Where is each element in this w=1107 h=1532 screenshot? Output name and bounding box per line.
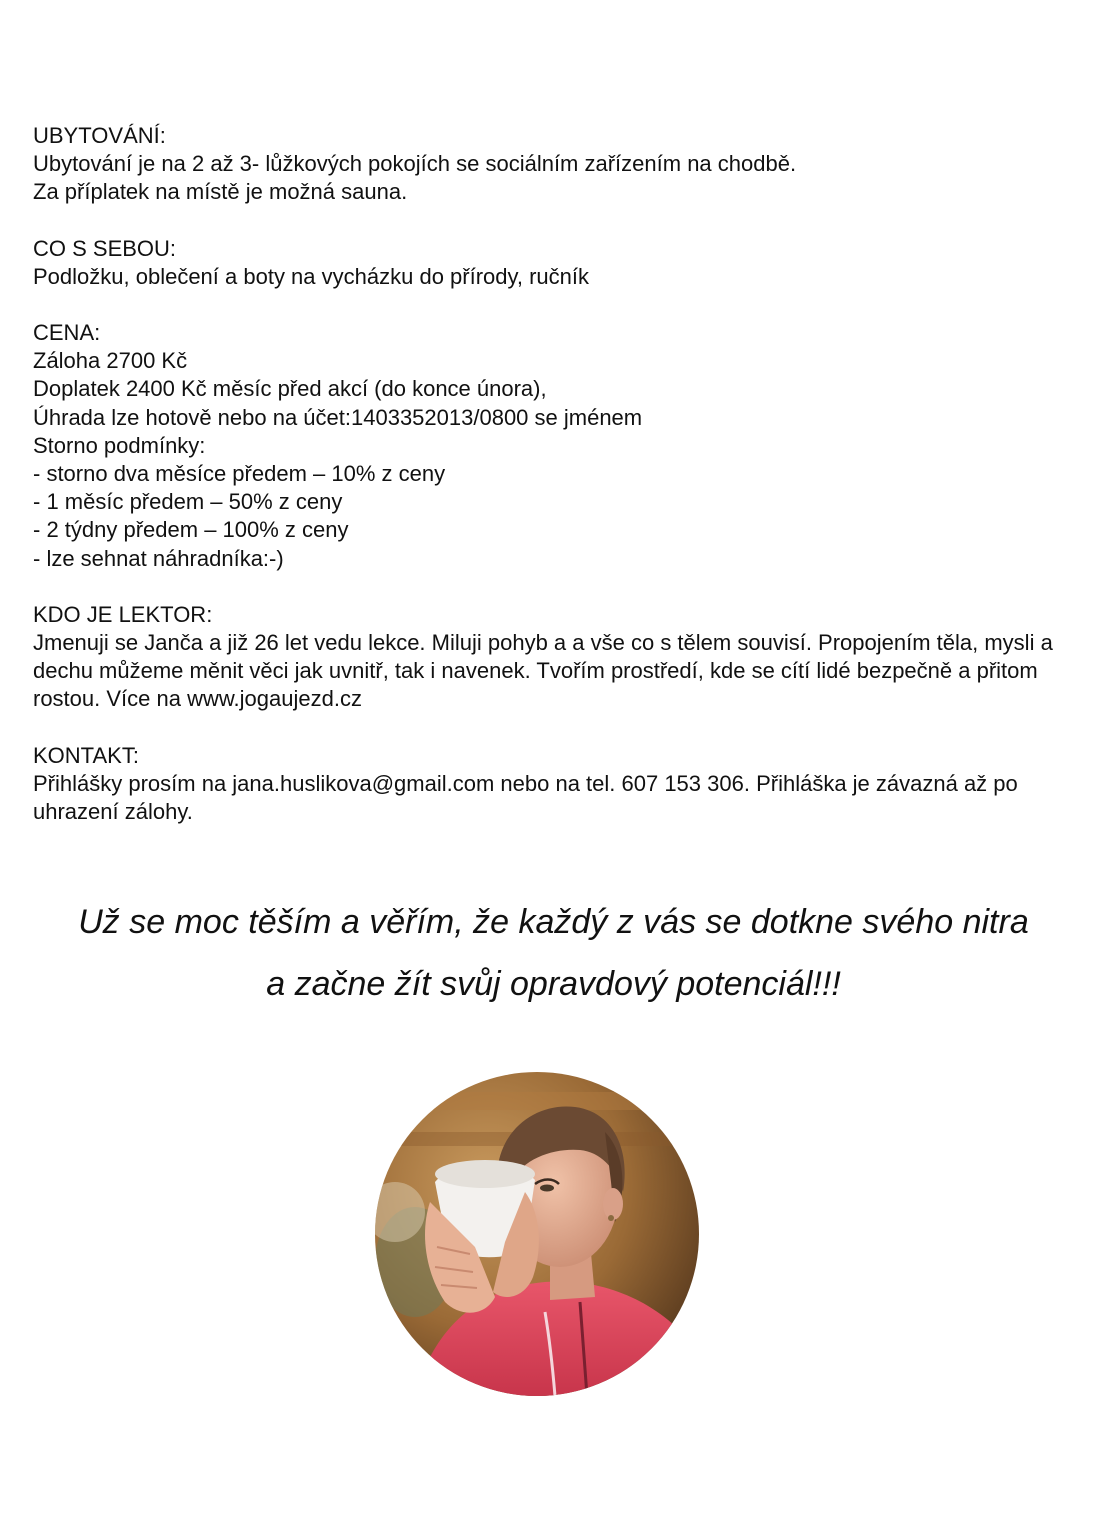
text-line: - 2 týdny předem – 100% z ceny — [33, 517, 349, 543]
text-line: - lze sehnat náhradníka:-) — [33, 545, 284, 571]
lecturer-paragraph: Jmenuji se Janča a již 26 let vedu lekce. Miluji pohyb a a vše co s tělem souvisí. Propojením těla, mysli a dechu můžeme měnit věci jak uvnitř, tak i navenek. Tvořím prostředí, kde se cítí lidé bezpečně a přitom rostou. Více na www.jogaujezd.cz — [33, 630, 1053, 712]
portrait-photo — [375, 1072, 699, 1396]
text-line: Podložku, oblečení a boty na vycházku do přírody, ručník — [33, 263, 590, 289]
text-line: Doplatek 2400 Kč měsíc před akcí (do konce února), — [33, 376, 547, 402]
section-contact — [33, 742, 1099, 827]
text-line: Storno podmínky: — [33, 432, 206, 458]
section-heading: CENA: — [33, 320, 101, 346]
section-price — [33, 319, 1099, 573]
closing-quote-line-2: a začne žít svůj opravdový potenciál!!! — [266, 965, 841, 1003]
portrait-illustration — [375, 1072, 699, 1396]
section-bring — [33, 235, 1099, 291]
contact-paragraph: Přihlášky prosím na jana.huslikova@gmail.com nebo na tel. 607 153 306. Přihláška je závazná až po uhrazení zálohy. — [33, 770, 1018, 825]
section-accommodation — [33, 122, 1099, 207]
document-body — [33, 122, 1099, 854]
section-heading: UBYTOVÁNÍ: — [33, 123, 166, 148]
text-line: - storno dva měsíce předem – 10% z ceny — [33, 461, 446, 487]
closing-quote-line-1: Už se moc těším a věřím, že každý z vás se dotkne svého nitra — [78, 903, 1029, 941]
text-line: Ubytování je na 2 až 3- lůžkových pokojích se sociálním zařízením na chodbě. — [33, 151, 797, 177]
section-heading: KDO JE LEKTOR: — [33, 601, 213, 627]
text-line: Úhrada lze hotově nebo na účet:1403352013/0800 se jménem — [33, 404, 643, 430]
section-heading: KONTAKT: — [33, 742, 139, 768]
text-line: Za příplatek na místě je možná sauna. — [33, 179, 408, 205]
text-line: Záloha 2700 Kč — [33, 348, 188, 374]
section-heading: CO S SEBOU: — [33, 235, 177, 261]
section-lecturer — [33, 601, 1099, 714]
text-line: - 1 měsíc předem – 50% z ceny — [33, 489, 343, 515]
